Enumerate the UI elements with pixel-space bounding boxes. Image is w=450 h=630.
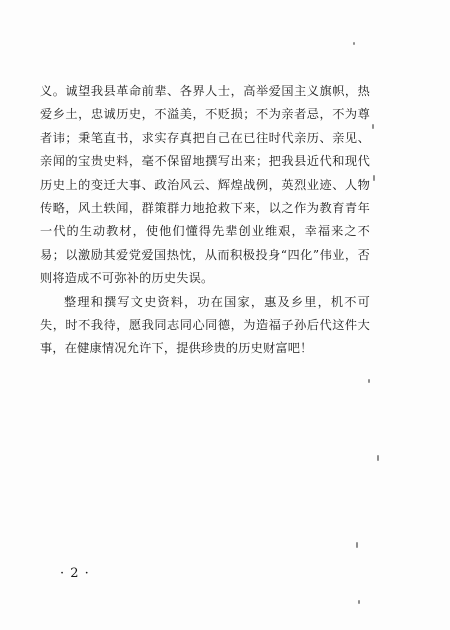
paragraph-2: 整理和撰写文史资料，功在国家，惠及乡里，机不可失，时不我待，愿我同志同心同德，为造福子孙后代这件大事，在健康情况允许下，提供珍贵的历史财富吧！: [40, 294, 370, 356]
scan-speck: [377, 455, 379, 461]
scan-speck: [372, 124, 374, 129]
scan-speck: [356, 542, 358, 548]
paragraph-1: 义。诚望我县革命前辈、各界人士，高举爱国主义旗帜，热爱乡土，忠诚历史，不溢美，不贬损；不为亲者忌，不为尊者讳；秉笔直书，求实存真把自己在已往时代亲历、亲见、亲闻的宝贵史料，毫不保留地撰写出来；把我县近代和现代历史上的变迁大事、政治风云、辉煌战例，英烈业迹、人物传略，风土轶闻，群策群力地抢救下来，以之作为教育青年一代的生动教材，使他们懂得先辈创业维艰，幸福来之不易；以激励其爱党爱国热忱，从而积极投身“四化”伟业，否则将造成不可弥补的历史失误。: [40, 84, 370, 286]
scan-speck: [358, 600, 360, 604]
body-text: [40, 80, 370, 361]
page-number: · 2 ·: [60, 566, 90, 581]
scan-speck: [353, 42, 355, 45]
scan-speck: [368, 379, 370, 383]
scan-speck: [373, 175, 375, 181]
